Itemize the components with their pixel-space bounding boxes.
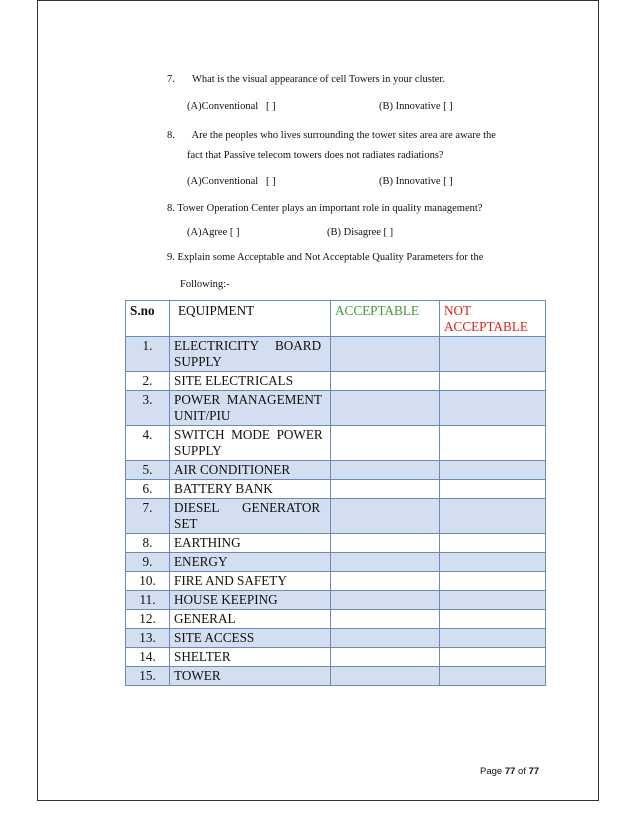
header-not-acceptable: NOT ACCEPTABLE	[440, 301, 546, 337]
row-equipment	[170, 372, 331, 391]
equipment-line1: SHELTER	[174, 649, 231, 664]
row-sno: 7.	[126, 499, 170, 534]
table-row	[126, 667, 546, 686]
row-sno: 9.	[126, 553, 170, 572]
equipment-line1: SWITCH MODE POWER	[174, 427, 323, 442]
row-equipment	[170, 461, 331, 480]
equipment-line1: BATTERY BANK	[174, 481, 273, 496]
option-disagree[interactable]: (B) Disagree [ ]	[327, 227, 394, 238]
row-sno: 3.	[126, 391, 170, 426]
equipment-line2: SET	[174, 516, 198, 531]
acceptable-cell[interactable]	[331, 391, 440, 426]
row-sno: 14.	[126, 648, 170, 667]
option-b[interactable]: (B) Innovative [ ]	[379, 101, 453, 112]
header-acceptable: ACCEPTABLE	[331, 301, 440, 337]
table-header-row	[126, 301, 546, 337]
option-a[interactable]: (A)Conventional [ ]	[187, 176, 276, 187]
acceptable-cell[interactable]	[331, 337, 440, 372]
not-acceptable-cell[interactable]	[440, 499, 546, 534]
not-acceptable-cell[interactable]	[440, 667, 546, 686]
not-acceptable-cell[interactable]	[440, 591, 546, 610]
table-row	[126, 553, 546, 572]
page-number: Page 77 of 77	[480, 766, 540, 777]
header-equipment: EQUIPMENT	[170, 301, 331, 337]
acceptable-cell[interactable]	[331, 648, 440, 667]
row-equipment	[170, 629, 331, 648]
row-equipment	[170, 426, 331, 461]
row-sno: 2.	[126, 372, 170, 391]
option-a[interactable]: (A)Conventional [ ]	[187, 101, 276, 112]
question-number: 7.	[167, 74, 175, 85]
question-text-line1: Are the peoples who lives surrounding the tower sites area are aware the	[191, 130, 496, 141]
row-sno: 12.	[126, 610, 170, 629]
row-sno: 15.	[126, 667, 170, 686]
not-acceptable-cell[interactable]	[440, 461, 546, 480]
table-row	[126, 391, 546, 426]
table-row	[126, 480, 546, 499]
row-sno: 10.	[126, 572, 170, 591]
row-equipment	[170, 591, 331, 610]
header-sno: S.no	[126, 301, 170, 337]
question-8b: 8. Tower Operation Center plays an important role in quality management?	[167, 203, 483, 214]
equipment-line1: EARTHING	[174, 535, 241, 550]
equipment-line1: TOWER	[174, 668, 221, 683]
table-row	[126, 648, 546, 667]
row-sno: 4.	[126, 426, 170, 461]
equipment-line1: POWER MANAGEMENT	[174, 392, 322, 407]
table-row	[126, 426, 546, 461]
acceptable-cell[interactable]	[331, 572, 440, 591]
question-8	[167, 129, 496, 143]
not-acceptable-cell[interactable]	[440, 426, 546, 461]
row-equipment	[170, 667, 331, 686]
acceptable-cell[interactable]	[331, 426, 440, 461]
equipment-line1: SITE ELECTRICALS	[174, 373, 294, 388]
acceptable-cell[interactable]	[331, 461, 440, 480]
not-acceptable-cell[interactable]	[440, 629, 546, 648]
table-row	[126, 591, 546, 610]
row-sno: 8.	[126, 534, 170, 553]
equipment-table	[125, 300, 546, 686]
table-row	[126, 572, 546, 591]
equipment-line2: SUPPLY	[174, 443, 222, 458]
not-acceptable-cell[interactable]	[440, 337, 546, 372]
row-sno: 1.	[126, 337, 170, 372]
table-row	[126, 629, 546, 648]
question-7	[167, 73, 445, 87]
row-sno: 5.	[126, 461, 170, 480]
table-row	[126, 337, 546, 372]
acceptable-cell[interactable]	[331, 610, 440, 629]
row-sno: 13.	[126, 629, 170, 648]
row-equipment	[170, 480, 331, 499]
row-equipment	[170, 572, 331, 591]
row-sno: 11.	[126, 591, 170, 610]
not-acceptable-cell[interactable]	[440, 648, 546, 667]
equipment-line1: ENERGY	[174, 554, 228, 569]
not-acceptable-cell[interactable]	[440, 572, 546, 591]
row-equipment	[170, 648, 331, 667]
equipment-line1: FIRE AND SAFETY	[174, 573, 287, 588]
equipment-line1: GENERAL	[174, 611, 236, 626]
not-acceptable-cell[interactable]	[440, 553, 546, 572]
equipment-line2: UNIT/PIU	[174, 408, 231, 423]
question-9-line2: Following:-	[180, 279, 230, 290]
equipment-line1: SITE ACCESS	[174, 630, 255, 645]
not-acceptable-cell[interactable]	[440, 372, 546, 391]
table-row	[126, 534, 546, 553]
equipment-line1: AIR CONDITIONER	[174, 462, 291, 477]
not-acceptable-cell[interactable]	[440, 534, 546, 553]
acceptable-cell[interactable]	[331, 372, 440, 391]
question-text: What is the visual appearance of cell Towers in your cluster.	[191, 74, 445, 85]
table-row	[126, 499, 546, 534]
acceptable-cell[interactable]	[331, 667, 440, 686]
equipment-line1: ELECTRICITY BOARD	[174, 338, 322, 353]
row-equipment	[170, 391, 331, 426]
acceptable-cell[interactable]	[331, 499, 440, 534]
row-equipment	[170, 499, 331, 534]
equipment-line1: DIESEL GENERATOR	[174, 500, 321, 515]
equipment-line2: SUPPLY	[174, 354, 222, 369]
acceptable-cell[interactable]	[331, 553, 440, 572]
row-equipment	[170, 553, 331, 572]
not-acceptable-cell[interactable]	[440, 480, 546, 499]
not-acceptable-cell[interactable]	[440, 610, 546, 629]
equipment-line1: HOUSE KEEPING	[174, 592, 278, 607]
acceptable-cell[interactable]	[331, 480, 440, 499]
table-row	[126, 610, 546, 629]
acceptable-cell[interactable]	[331, 629, 440, 648]
option-b[interactable]: (B) Innovative [ ]	[379, 176, 453, 187]
not-acceptable-cell[interactable]	[440, 391, 546, 426]
question-text-line2: fact that Passive telecom towers does not radiates radiations?	[187, 150, 444, 161]
acceptable-cell[interactable]	[331, 591, 440, 610]
question-number: 8.	[167, 130, 175, 141]
row-equipment	[170, 534, 331, 553]
row-equipment	[170, 610, 331, 629]
option-agree[interactable]: (A)Agree [ ]	[187, 227, 240, 238]
table-row	[126, 372, 546, 391]
table-row	[126, 461, 546, 480]
question-9-line1: 9. Explain some Acceptable and Not Acceptable Quality Parameters for the	[167, 252, 484, 263]
acceptable-cell[interactable]	[331, 534, 440, 553]
row-equipment	[170, 337, 331, 372]
row-sno: 6.	[126, 480, 170, 499]
